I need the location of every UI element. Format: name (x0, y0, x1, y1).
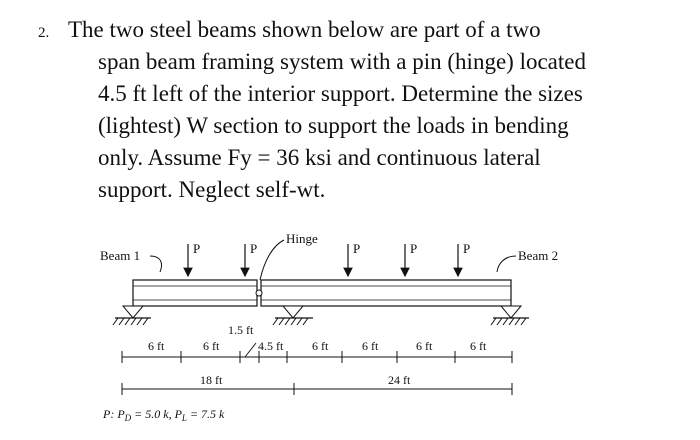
left-support (113, 306, 151, 325)
problem-line-6: support. Neglect self-wt. (98, 177, 326, 202)
load-label-2: P (250, 241, 258, 256)
load-arrow-1 (188, 241, 200, 276)
load-label-5: P (463, 241, 471, 256)
segment-label-1: 6 ft (148, 339, 165, 353)
problem-line-4: (lightest) W section to support the loads in bending (98, 113, 569, 138)
problem-line-2: span beam framing system with a pin (hinge) located (98, 49, 586, 74)
segment-label-5: 6 ft (362, 339, 379, 353)
load-label-1: P (193, 241, 201, 256)
problem-line-3: 4.5 ft left of the interior support. Determine the sizes (98, 81, 583, 106)
beam-2-label: Beam 2 (518, 248, 559, 263)
beam-2 (261, 280, 511, 306)
load-arrow-5 (458, 241, 470, 276)
hinge-label: Hinge (286, 231, 318, 246)
segment-label-3: 4.5 ft (258, 339, 284, 353)
beam-1-label: Beam 1 (100, 248, 141, 263)
segment-label-7: 6 ft (470, 339, 487, 353)
segment-label-2: 6 ft (203, 339, 220, 353)
load-label-4: P (410, 241, 418, 256)
right-support (491, 306, 529, 325)
problem-line-5: only. Assume Fy = 36 ksi and continuous lateral (98, 145, 541, 170)
span-dimension-line (122, 383, 512, 395)
segment-label-4: 6 ft (312, 339, 329, 353)
load-arrow-2 (245, 241, 257, 276)
problem-line-1: The two steel beams shown below are part of a two (68, 17, 541, 42)
load-arrow-4 (405, 241, 417, 276)
interior-support (273, 306, 313, 325)
segment-label-6: 6 ft (416, 339, 433, 353)
beam-1 (133, 280, 257, 306)
offset-dimension-label: 1.5 ft (228, 323, 254, 337)
problem-number: 2. (38, 25, 50, 41)
load-label-3: P (353, 241, 361, 256)
hinge-pin (256, 290, 262, 296)
span-1-label: 18 ft (200, 373, 223, 387)
span-2-label: 24 ft (388, 373, 411, 387)
load-arrow-3 (348, 241, 360, 276)
load-caption: P: $P_D = 5.0$ k, $P_L = 7.5$ k (103, 407, 225, 423)
